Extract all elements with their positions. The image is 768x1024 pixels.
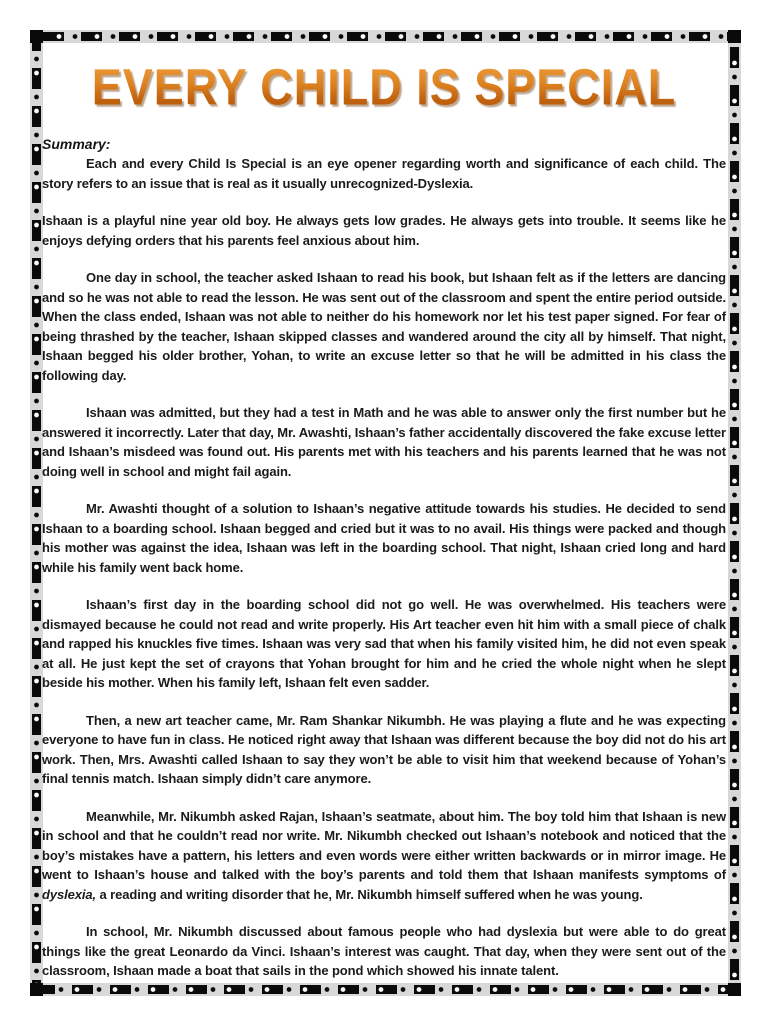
paragraph: Each and every Child Is Special is an eye opener regarding worth and significance of each child. The story refers to an issue that is real as it usually unrecognized-Dyslexia. bbox=[42, 156, 726, 191]
italic-term: dyslexia, bbox=[42, 886, 97, 902]
paragraph: Then, a new art teacher came, Mr. Ram Shankar Nikumbh. He was playing a flute and he was expecting everyone to have fun in class. He noticed right away that Ishaan was different because the boy did not do his art work. Then, Mrs. Awashti called Ishaan to say they won’t be able to visit him that weekend because of Yohan’s final tennis match. Ishaan simply didn’t care anymore. bbox=[42, 712, 726, 786]
border-corner-top-left bbox=[30, 30, 43, 43]
border-corner-bottom-left bbox=[30, 983, 43, 996]
summary-body bbox=[42, 154, 726, 981]
border-corner-top-right bbox=[728, 30, 741, 43]
paragraph-text: a reading and writing disorder that he, Mr. Nikumbh himself suffered when he was young. bbox=[96, 886, 643, 902]
border-strip-right bbox=[728, 30, 741, 996]
summary-label: Summary: bbox=[42, 136, 111, 152]
paragraph-text: Meanwhile, Mr. Nikumbh asked Rajan, Ishaan’s seatmate, about him. The boy told him that Ishaan is new in school and that he couldn’t read nor write. Mr. Nikumbh checked out Ishaan’s notebook and noticed that the boy’s mistakes have a pattern, his letters and even words were either written backwards or in mirror image. He went to Ishaan’s house and talked with the boy’s parents and told them that Ishaan manifests symptoms of bbox=[42, 808, 726, 882]
paragraph: Ishaan was admitted, but they had a test in Math and he was able to answer only the first number but he answered it incorrectly. Later that day, Mr. Awashti, Ishaan’s father accidentally discovered the fake excuse letter and Ishaan’s misdeed was found out. His parents met with his teachers and his parents learned that he was not doing well in school and might fail again. bbox=[42, 405, 726, 479]
page-title: EVERY CHILD IS SPECIAL bbox=[42, 58, 726, 117]
border-strip-top bbox=[30, 30, 741, 43]
paragraph: Ishaan is a playful nine year old boy. He always gets low grades. He always gets into trouble. It seems like he enjoys defying orders that his parents feel anxious about him. bbox=[42, 213, 726, 248]
document-content bbox=[42, 46, 726, 981]
paragraph: Mr. Awashti thought of a solution to Ishaan’s negative attitude towards his studies. He decided to send Ishaan to a boarding school. Ishaan begged and cried but it was to no avail. His things were packed and though his mother was against the idea, Ishaan was left in the boarding school. That night, Ishaan cried long and hard while his family went back home. bbox=[42, 501, 726, 575]
paragraph: In school, Mr. Nikumbh discussed about famous people who had dyslexia but were able to do great things like the great Leonardo da Vinci. Ishaan’s interest was caught. That day, when they were sent out of the classroom, Ishaan made a boat that sails in the pond which showed his innate talent. bbox=[42, 924, 726, 978]
paragraph: One day in school, the teacher asked Ishaan to read his book, but Ishaan felt as if the letters are dancing and so he was not able to read the lesson. He was sent out of the classroom and spent the entire period outside. When the class ended, Ishaan was not able to neither do his homework nor let his test paper signed. For fear of being thrashed by the teacher, Ishaan skipped classes and wandered around the city all by himself. That night, Ishaan begged his older brother, Yohan, to write an excuse letter so that he will be admitted in his class the following day. bbox=[42, 270, 726, 383]
border-corner-bottom-right bbox=[728, 983, 741, 996]
border-strip-bottom bbox=[30, 983, 741, 996]
paragraph: Ishaan’s first day in the boarding school did not go well. He was overwhelmed. His teachers were dismayed because he could not read and write properly. His Art teacher even hit him with a small piece of chalk and rapped his knuckles five times. Ishaan was very sad that when his family visited him, he did not even speak at all. He just kept the set of crayons that Yohan brought for him and he cried the whole night when he slept beside his mother. When his family left, Ishaan felt even sadder. bbox=[42, 597, 726, 690]
paragraph bbox=[42, 807, 726, 905]
